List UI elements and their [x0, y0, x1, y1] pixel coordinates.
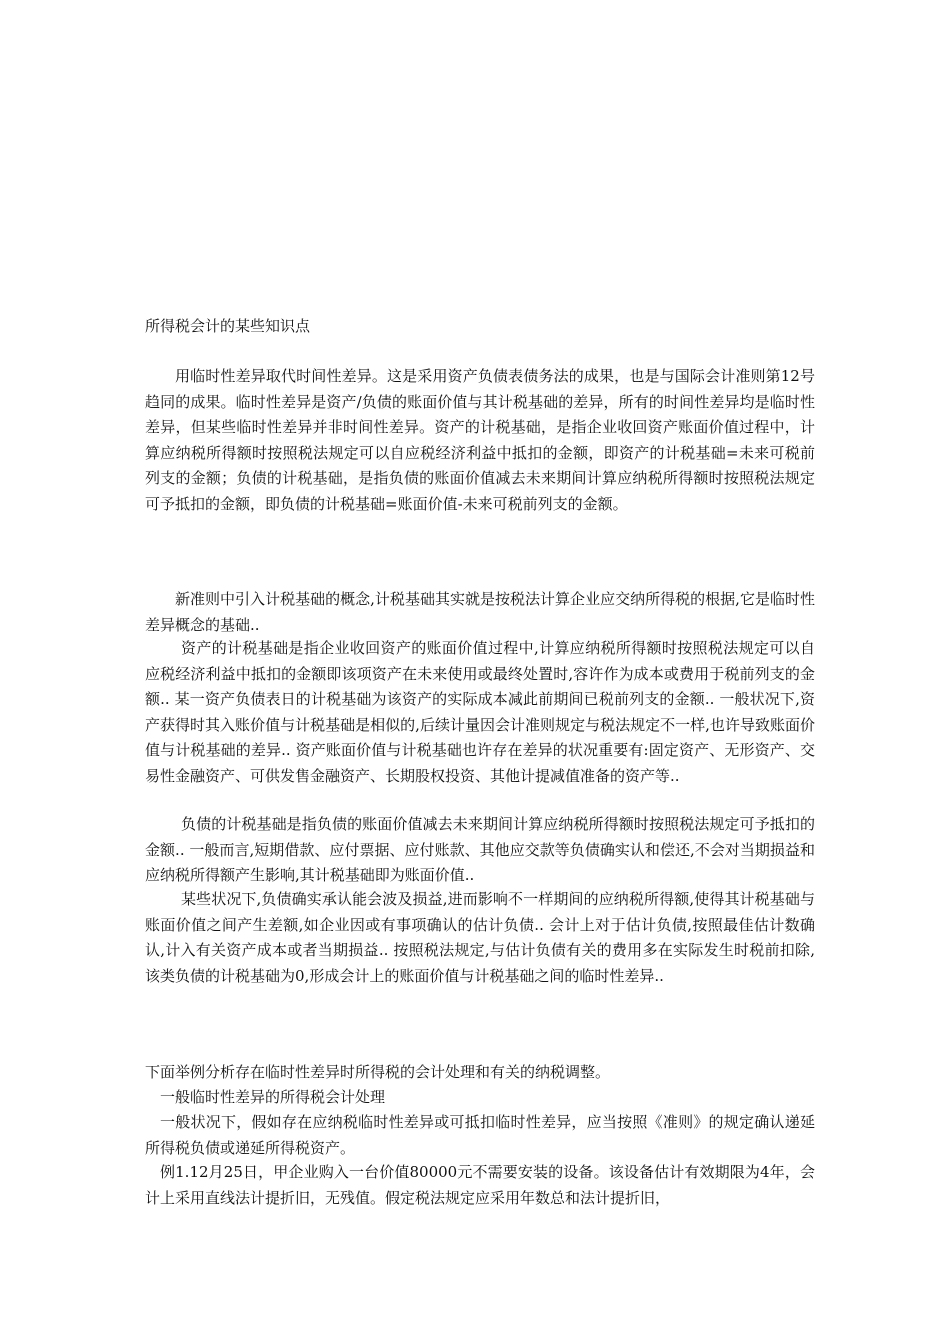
section-heading: 一般临时性差异的所得税会计处理: [160, 1088, 386, 1106]
paragraph-example-intro: 下面举例分析存在临时性差异时所得税的会计处理和有关的纳税调整。: [145, 1063, 611, 1081]
paragraph-temporary-difference: 用临时性差异取代时间性差异。这是采用资产负债表债务法的成果，也是与国际会计准则第12号趋同的成果。临时性差异是资产/负债的账面价值与其计税基础的差异，所有的时间性差异均是临时性差异，但某些临时性差异并非时间性差异。资产的计税基础，是指企业收回资产账面价值过程中，计算应纳税所得额时按照税法规定可以自应税经济利益中抵扣的金额，即资产的计税基础=未来可税前列支的金额；负债的计税基础，是指负债的账面价值减去未来期间计算应纳税所得额时按照税法规定可予抵扣的金额，即负债的计税基础=账面价值-未来可税前列支的金额。: [145, 367, 815, 513]
paragraph-liability-tax-base: 负债的计税基础是指负债的账面价值减去未来期间计算应纳税所得额时按照税法规定可予抵扣的金额.. 一般而言,短期借款、应付票据、应付账款、其他应交款等负债确实认和偿还,不会对当期损益和应纳税所得额产生影响,其计税基础即为账面价值..: [145, 815, 815, 884]
paragraph-new-standard: 新准则中引入计税基础的概念,计税基础其实就是按税法计算企业应交纳所得税的根据,它是临时性差异概念的基础..: [145, 590, 815, 634]
paragraph-asset-tax-base: 资产的计税基础是指企业收回资产的账面价值过程中,计算应纳税所得额时按照税法规定可以自应税经济利益中抵扣的金额即该项资产在未来使用或最终处置时,容许作为成本或费用于税前列支的金额.. 某一资产负债表日的计税基础为该资产的实际成本减此前期间已税前列支的金额.. 一般状况下,资产获得时其入账价值与计税基础是相似的,后续计量因会计准则规定与税法规定不一样,也许导致账面价值与计税基础的差异.. 资产账面价值与计税基础也许存在差异的状况重要有:固定资产、无形资产、交易性金融资产、可供发售金融资产、长期股权投资、其他计提减值准备的资产等..: [145, 639, 815, 785]
paragraph-general-treatment: 一般状况下，假如存在应纳税临时性差异或可抵扣临时性差异，应当按照《准则》的规定确认递延所得税负债或递延所得税资产。: [145, 1113, 815, 1157]
document-title: 所得税会计的某些知识点: [145, 317, 311, 335]
paragraph-estimated-liabilities: 某些状况下,负债确实承认能会波及损益,进而影响不一样期间的应纳税所得额,使得其计税基础与账面价值之间产生差额,如企业因或有事项确认的估计负债.. 会计上对于估计负债,按照最佳估计数确认,计入有关资产成本或者当期损益.. 按照税法规定,与估计负债有关的费用多在实际发生时税前扣除,该类负债的计税基础为0,形成会计上的账面价值与计税基础之间的临时性差异..: [145, 890, 815, 985]
paragraph-example-one: 例1.12月25日，甲企业购入一台价值80000元不需要安装的设备。该设备估计有效期限为4年，会计上采用直线法计提折旧，无残值。假定税法规定应采用年数总和法计提折旧，: [145, 1163, 815, 1207]
